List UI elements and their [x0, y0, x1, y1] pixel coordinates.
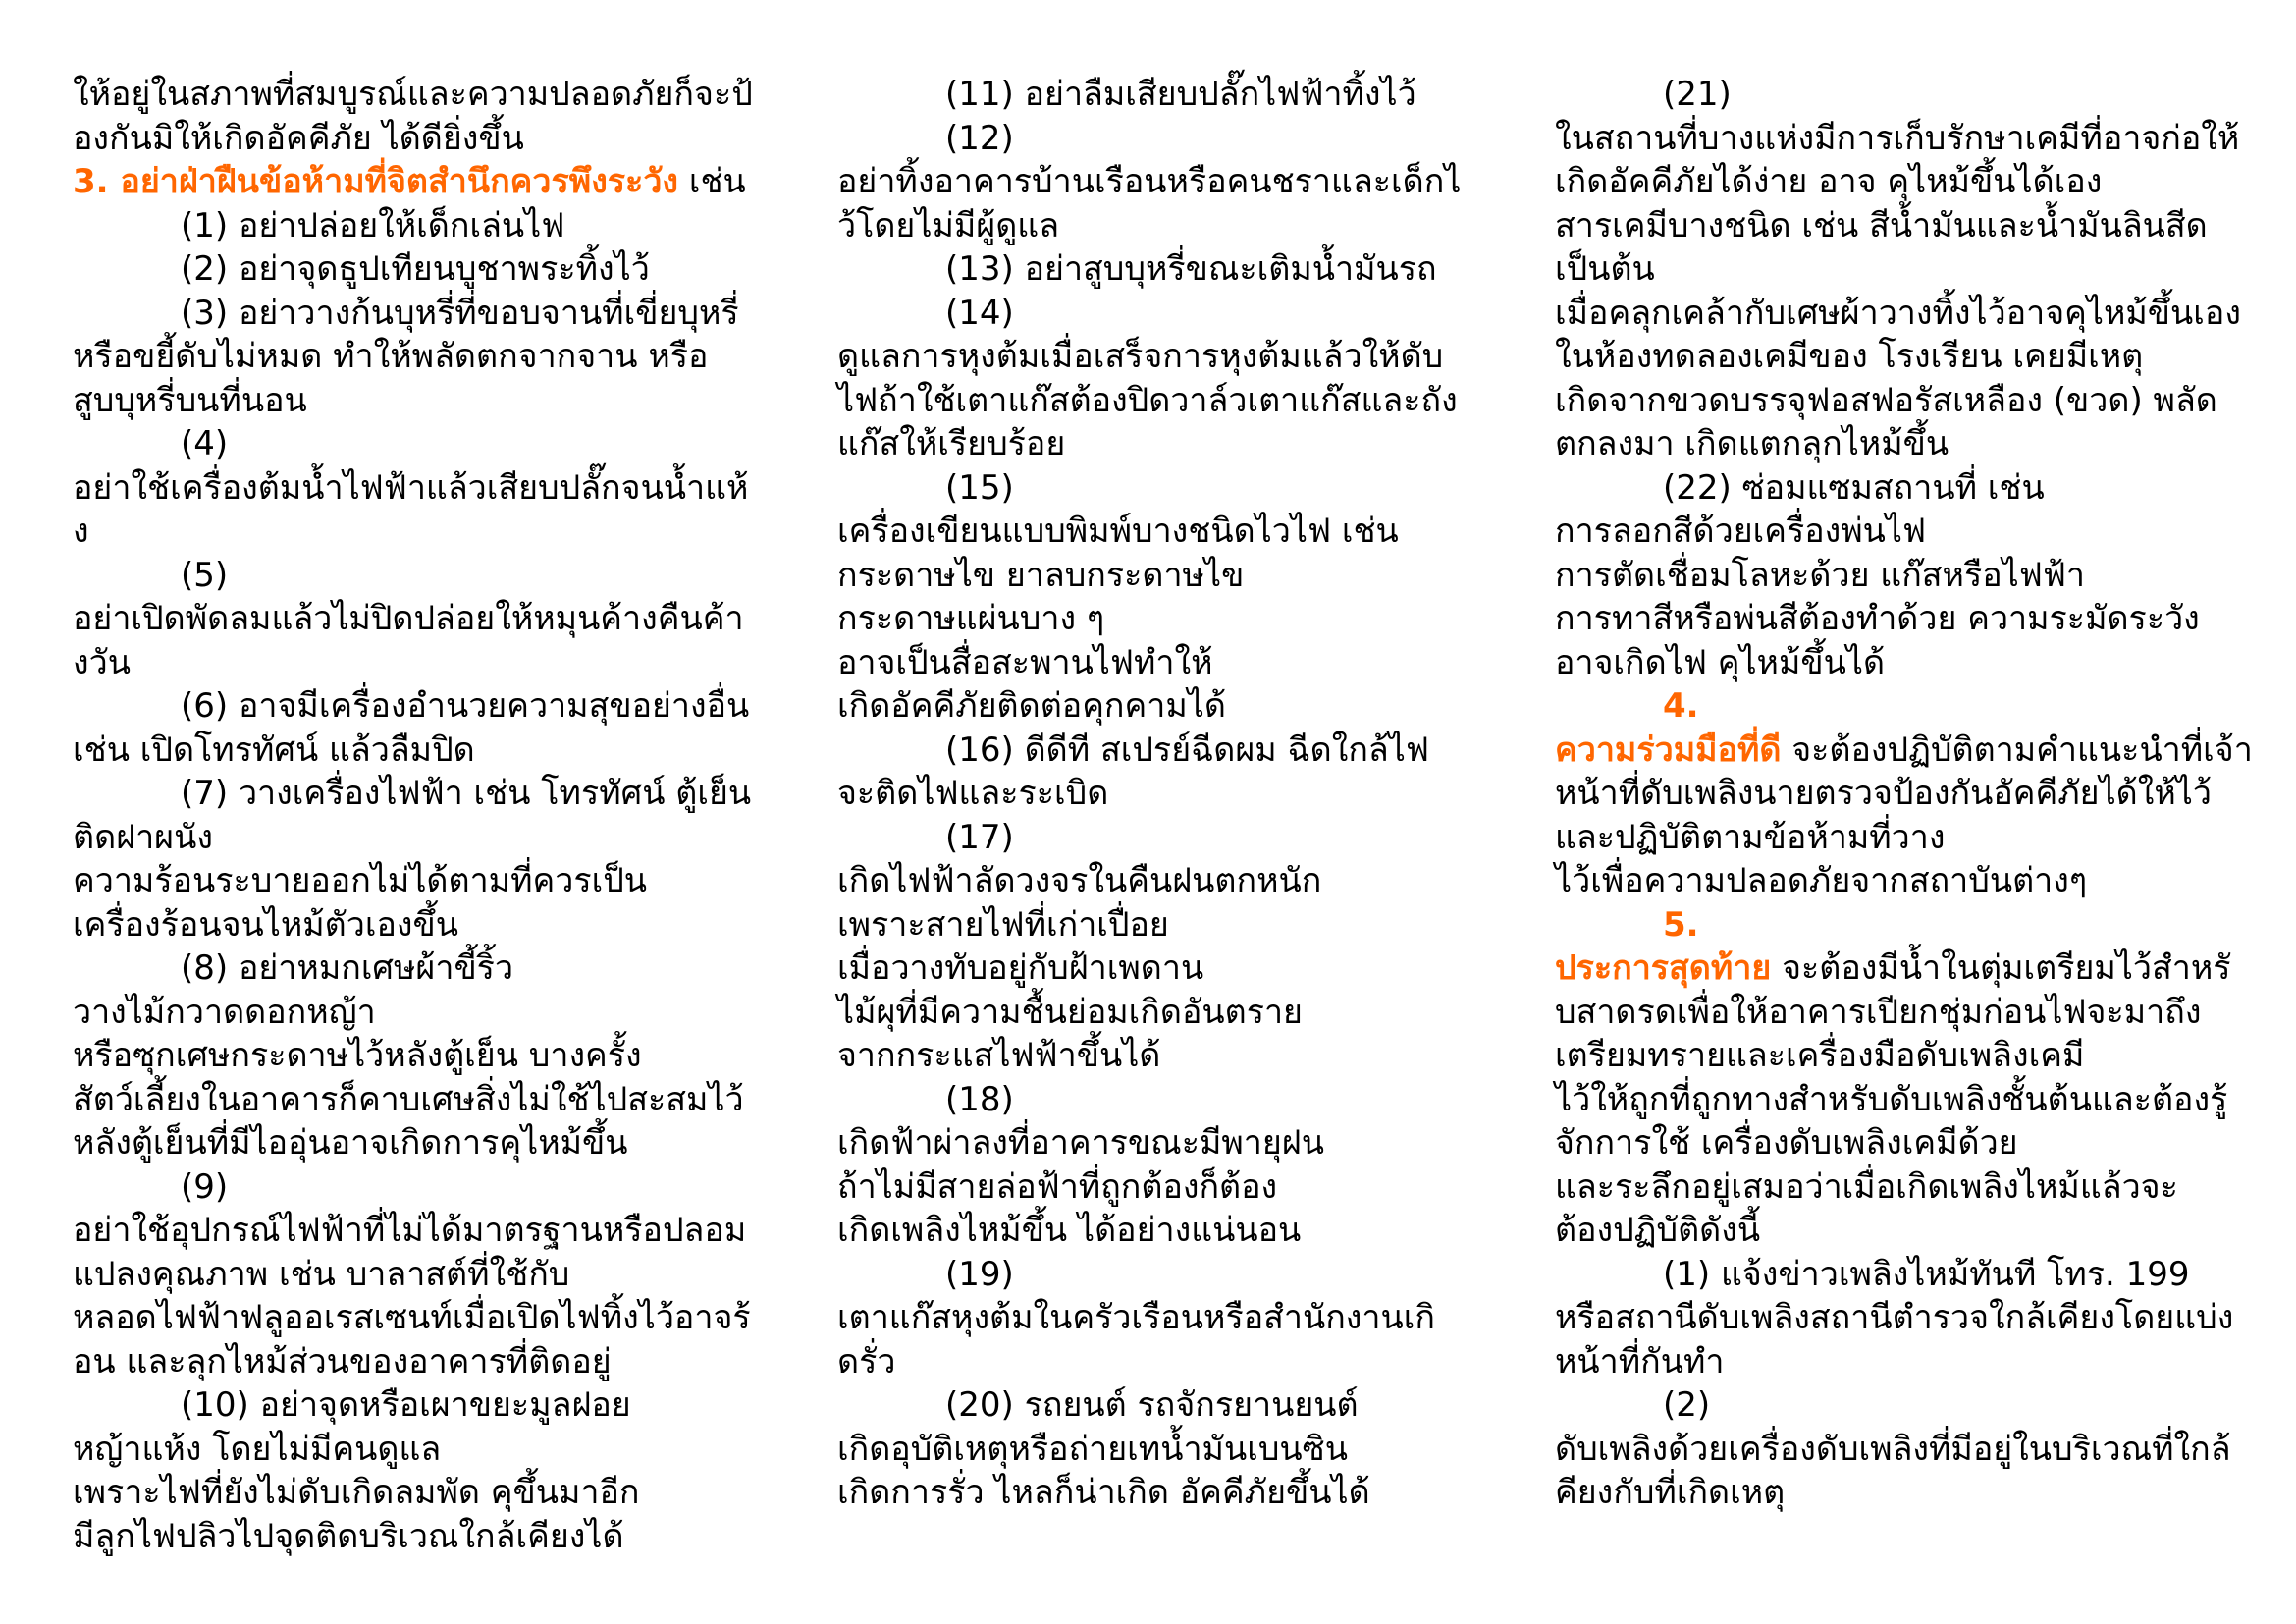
- line-text: ดูแลการหุงต้มเมื่อเสร็จการหุงต้มแล้วให้ดับ: [837, 337, 1444, 376]
- line-text: ติดฝาผนัง: [73, 817, 213, 857]
- line-text: อย่าทิ้งอาคารบ้านเรือนหรือคนชราและเด็กไ: [837, 162, 1462, 201]
- text-line: [1555, 859, 2262, 903]
- line-text: เกิดฟ้าผ่าลงที่อาคารขณะมีพายุฝน: [837, 1123, 1324, 1163]
- text-line: [837, 554, 1544, 598]
- text-line: [837, 729, 1544, 773]
- line-text: อาจเกิดไฟ คุไหม้ขึ้นได้: [1555, 642, 1886, 682]
- text-line: [73, 772, 779, 816]
- text-line: [1555, 991, 2262, 1035]
- line-text: กระดาษไข ยาลบกระดาษไข: [837, 555, 1245, 595]
- text-line: [73, 947, 779, 991]
- text-line: [1555, 903, 2262, 947]
- text-line: [1555, 117, 2262, 161]
- text-line: [73, 729, 779, 773]
- line-text: ตกลงมา เกิดแตกลุกไหม้ขึ้น: [1555, 424, 1949, 463]
- text-line: [73, 335, 779, 379]
- line-text: (1) แจ้งข่าวเพลิงไหม้ทันที โทร. 199: [1663, 1254, 2190, 1294]
- line-text: การตัดเชื่อมโลหะด้วย แก๊สหรือไฟฟ้า: [1555, 555, 2085, 595]
- text-line: [1555, 379, 2262, 423]
- line-text: (14): [945, 293, 1014, 333]
- text-line: [73, 1253, 779, 1297]
- text-line: [837, 1340, 1544, 1384]
- line-text: ให้อยู่ในสภาพที่สมบูรณ์และความปลอดภัยก็จะป้: [73, 75, 753, 114]
- text-line: [837, 422, 1544, 466]
- text-line: [1555, 729, 2262, 773]
- text-line: [73, 1383, 779, 1428]
- line-text: (2): [1663, 1385, 1711, 1425]
- text-line: [837, 947, 1544, 991]
- line-text: กระดาษแผ่นบาง ๆ: [837, 599, 1105, 638]
- line-text: (9): [181, 1166, 229, 1207]
- line-text: อย่าใช้อุปกรณ์ไฟฟ้าที่ไม่ได้มาตรฐานหรือปลอม: [73, 1211, 747, 1250]
- text-line: [1555, 204, 2262, 248]
- line-text: เกิดอุบัติเหตุหรือถ่ายเทน้ำมันเบนซิน: [837, 1429, 1348, 1469]
- text-line: [73, 73, 779, 117]
- text-line: [1555, 1471, 2262, 1515]
- text-line: [837, 641, 1544, 685]
- line-text: สารเคมีบางชนิด เช่น สีน้ำมันและน้ำมันลินสีด: [1555, 205, 2208, 245]
- line-text: คียงกับที่เกิดเหตุ: [1555, 1473, 1786, 1512]
- text-line: [837, 1296, 1544, 1340]
- text-line: [1555, 247, 2262, 292]
- line-text: (10) อย่าจุดหรือเผาขยะมูลฝอย: [181, 1385, 631, 1425]
- line-text: สูบบุหรี่บนที่นอน: [73, 380, 307, 420]
- line-text: หรือซุกเศษกระดาษไว้หลังตู้เย็น บางครั้ง: [73, 1036, 642, 1075]
- line-text: เตาแก๊สหุงต้มในครัวเรือนหรือสำนักงานเกิ: [837, 1298, 1435, 1337]
- text-line: [73, 1165, 779, 1210]
- text-line: [837, 903, 1544, 947]
- text-line: [1555, 947, 2262, 991]
- line-text: (20) รถยนต์ รถจักรยานยนต์: [945, 1385, 1359, 1425]
- line-text: สัตว์เลี้ยงในอาคารก็คาบเศษสิ่งไม่ใช้ไปสะสมไว้: [73, 1079, 744, 1119]
- text-line: [837, 466, 1544, 511]
- line-text: เกิดอัคคีภัยได้ง่าย อาจ คุไหม้ขึ้นได้เอง: [1555, 162, 2103, 201]
- text-line: [73, 597, 779, 641]
- text-line: [73, 1340, 779, 1384]
- text-line: [1555, 1121, 2262, 1165]
- line-text: ถ้าไม่มีสายล่อฟ้าที่ถูกต้องก็ต้อง: [837, 1166, 1278, 1207]
- highlight-heading: 5.: [1663, 904, 1699, 945]
- text-line: [1555, 1078, 2262, 1122]
- line-text: องกันมิให้เกิดอัคคีภัย ได้ดียิ่งขึ้น: [73, 118, 524, 158]
- text-line: [73, 816, 779, 860]
- line-text: จะต้องมีน้ำในตุ่มเตรียมไว้สำหรั: [1771, 948, 2231, 988]
- text-line: [73, 510, 779, 554]
- text-line: [73, 466, 779, 511]
- line-text: (12): [945, 118, 1014, 158]
- text-line: [73, 684, 779, 729]
- text-line: [837, 991, 1544, 1035]
- text-line: [73, 1034, 779, 1078]
- line-text: (18): [945, 1079, 1014, 1119]
- text-line: [1555, 1165, 2262, 1210]
- text-line: [837, 73, 1544, 117]
- line-text: แก๊สให้เรียบร้อย: [837, 424, 1066, 463]
- text-line: [837, 1253, 1544, 1297]
- line-text: (3) อย่าวางก้นบุหรี่ที่ขอบจานที่เขี่ยบุหรี่: [181, 293, 739, 333]
- line-text: เมื่อคลุกเคล้ากับเศษผ้าวางทิ้งไว้อาจคุไหม้ขึ้นเอง: [1555, 293, 2241, 333]
- line-text: ความร้อนระบายออกไม่ได้ตามที่ควรเป็น: [73, 861, 648, 900]
- line-text: หรือขยี้ดับไม่หมด ทำให้พลัดตกจากจาน หรือ: [73, 337, 709, 376]
- text-line: [837, 204, 1544, 248]
- text-line: [73, 991, 779, 1035]
- line-text: อน และลุกไหม้ส่วนของอาคารที่ติดอยู่: [73, 1341, 612, 1381]
- text-line: [837, 1078, 1544, 1122]
- text-line: [837, 1034, 1544, 1078]
- text-line: [837, 1121, 1544, 1165]
- line-text: ต้องปฏิบัติดังนี้: [1555, 1211, 1761, 1250]
- text-line: [73, 160, 779, 204]
- line-text: ไว้ให้ถูกที่ถูกทางสำหรับดับเพลิงชั้นต้นและต้องรู้: [1555, 1079, 2228, 1119]
- text-line: [1555, 160, 2262, 204]
- text-line: [1555, 772, 2262, 816]
- line-text: เช่น เปิดโทรทัศน์ แล้วลืมปิด: [73, 730, 475, 770]
- text-line: [1555, 1428, 2262, 1472]
- line-text: (7) วางเครื่องไฟฟ้า เช่น โทรทัศน์ ตู้เย็น: [181, 774, 752, 813]
- text-line: [837, 1165, 1544, 1210]
- line-text: (11) อย่าลืมเสียบปลั๊กไฟฟ้าทิ้งไว้: [945, 75, 1416, 114]
- text-line: [837, 684, 1544, 729]
- text-line: [837, 292, 1544, 336]
- highlight-heading: ประการสุดท้าย: [1555, 948, 1772, 988]
- text-line: [73, 422, 779, 466]
- line-text: เตรียมทรายและเครื่องมือดับเพลิงเคมี: [1555, 1036, 2085, 1075]
- text-line: [1555, 73, 2262, 117]
- line-text: (5): [181, 555, 229, 595]
- line-text: ดรั่ว: [837, 1341, 896, 1381]
- text-line: [1555, 335, 2262, 379]
- line-text: (8) อย่าหมกเศษผ้าขี้ริ้ว: [181, 948, 514, 988]
- text-line: [837, 1471, 1544, 1515]
- line-text: (16) ดีดีที สเปรย์ฉีดผม ฉีดใกล้ไฟ: [945, 730, 1429, 770]
- line-text: อาจเป็นสื่อสะพานไฟทำให้: [837, 642, 1213, 682]
- line-text: ในห้องทดลองเคมีของ โรงเรียน เคยมีเหตุ: [1555, 337, 2144, 376]
- text-line: [73, 1078, 779, 1122]
- line-text: การทาสีหรือพ่นสีต้องทำด้วย ความระมัดระวัง: [1555, 599, 2200, 638]
- line-text: งวัน: [73, 642, 131, 682]
- line-text: (4): [181, 424, 229, 463]
- text-line: [1555, 684, 2262, 729]
- text-line: [73, 1515, 779, 1559]
- line-text: บสาดรดเพื่อให้อาคารเปียกชุ่มก่อนไฟจะมาถึง: [1555, 992, 2202, 1032]
- line-text: ไม้ผุที่มีความชื้นย่อมเกิดอันตราย: [837, 992, 1303, 1032]
- line-text: วางไม้กวาดดอกหญ้า: [73, 992, 376, 1032]
- text-line: [837, 379, 1544, 423]
- text-line: [73, 1428, 779, 1472]
- line-text: เช่น: [678, 162, 746, 201]
- text-line: [1555, 1209, 2262, 1253]
- text-line: [837, 816, 1544, 860]
- line-text: เพราะไฟที่ยังไม่ดับเกิดลมพัด คุขึ้นมาอีก: [73, 1473, 640, 1512]
- line-text: ง: [73, 512, 89, 551]
- text-line: [1555, 554, 2262, 598]
- line-text: ไฟถ้าใช้เตาแก๊สต้องปิดวาล์วเตาแก๊สและถัง: [837, 380, 1458, 420]
- line-text: อย่าใช้เครื่องต้มน้ำไฟฟ้าแล้วเสียบปลั๊กจนน้ำแห้: [73, 467, 749, 508]
- line-text: เครื่องเขียนแบบพิมพ์บางชนิดไวไฟ เช่น: [837, 512, 1399, 551]
- line-text: เป็นต้น: [1555, 249, 1655, 289]
- line-text: เกิดจากขวดบรรจุฟอสฟอรัสเหลือง (ขวด) พลัด: [1555, 380, 2217, 420]
- line-text: ว้โดยไม่มีผู้ดูแล: [837, 205, 1060, 245]
- line-text: หน้าที่ดับเพลิงนายตรวจป้องกันอัคคีภัยได้ให้ไว้: [1555, 774, 2212, 813]
- text-line: [837, 597, 1544, 641]
- line-text: เกิดไฟฟ้าลัดวงจรในคืนฝนตกหนัก: [837, 861, 1322, 900]
- line-text: (19): [945, 1254, 1014, 1294]
- text-line: [73, 1471, 779, 1515]
- text-line: [1555, 1034, 2262, 1078]
- line-text: (13) อย่าสูบบุหรี่ขณะเติมน้ำมันรถ: [945, 249, 1437, 289]
- line-text: เพราะสายไฟที่เก่าเปื่อย: [837, 904, 1169, 945]
- line-text: เกิดเพลิงไหม้ขึ้น ได้อย่างแน่นอน: [837, 1211, 1302, 1250]
- highlight-heading: 3. อย่าฝ่าฝืนข้อห้ามที่จิตสำนึกควรพึงระวัง: [73, 162, 679, 201]
- text-line: [1555, 422, 2262, 466]
- line-text: หน้าที่กันทำ: [1555, 1341, 1725, 1381]
- text-line: [73, 247, 779, 292]
- text-line: [73, 1121, 779, 1165]
- text-line: [73, 903, 779, 947]
- text-line: [1555, 816, 2262, 860]
- text-line: [73, 292, 779, 336]
- text-line: [1555, 597, 2262, 641]
- line-text: แปลงคุณภาพ เช่น บาลาสต์ที่ใช้กับ: [73, 1254, 570, 1294]
- text-line: [1555, 1253, 2262, 1297]
- line-text: หรือสถานีดับเพลิงสถานีตำรวจใกล้เคียงโดยแบ่ง: [1555, 1298, 2234, 1337]
- highlight-heading: ความร่วมมือที่ดี: [1555, 730, 1782, 770]
- highlight-heading: 4.: [1663, 686, 1699, 726]
- line-text: เกิดอัคคีภัยติดต่อคุกคามได้: [837, 686, 1226, 726]
- line-text: และระลึกอยู่เสมอว่าเมื่อเกิดเพลิงไหม้แล้วจะ: [1555, 1166, 2178, 1207]
- line-text: และปฏิบัติตามข้อห้ามที่วาง: [1555, 817, 1946, 857]
- text-column-2: [837, 73, 1544, 1515]
- line-text: (1) อย่าปล่อยให้เด็กเล่นไฟ: [181, 205, 565, 245]
- text-line: [837, 1383, 1544, 1428]
- line-text: หญ้าแห้ง โดยไม่มีคนดูแล: [73, 1429, 442, 1469]
- text-line: [73, 117, 779, 161]
- text-column-1: [73, 73, 779, 1558]
- text-column-3: [1555, 73, 2262, 1515]
- text-line: [1555, 510, 2262, 554]
- line-text: หลังตู้เย็นที่มีไออุ่นอาจเกิดการคุไหม้ขึ้น: [73, 1123, 628, 1163]
- line-text: จะต้องปฏิบัติตามคำแนะนำที่เจ้า: [1781, 730, 2253, 770]
- line-text: เมื่อวางทับอยู่กับฝ้าเพดาน: [837, 948, 1204, 988]
- line-text: (6) อาจมีเครื่องอำนวยความสุขอย่างอื่น: [181, 686, 750, 726]
- text-line: [1555, 1296, 2262, 1340]
- line-text: หลอดไฟฟ้าฟลูออเรสเซนท์เมื่อเปิดไฟทิ้งไว้อาจร้: [73, 1298, 751, 1337]
- text-line: [837, 1209, 1544, 1253]
- text-line: [73, 859, 779, 903]
- line-text: (21): [1663, 75, 1732, 114]
- text-line: [73, 641, 779, 685]
- text-line: [837, 772, 1544, 816]
- line-text: เกิดการรั่ว ไหลก็น่าเกิด อัคคีภัยขึ้นได้: [837, 1473, 1370, 1512]
- line-text: ดับเพลิงด้วยเครื่องดับเพลิงที่มีอยู่ในบริเวณที่ใกล้: [1555, 1429, 2231, 1469]
- text-line: [1555, 292, 2262, 336]
- line-text: (2) อย่าจุดธูปเทียนบูชาพระทิ้งไว้: [181, 249, 650, 289]
- line-text: เครื่องร้อนจนไหม้ตัวเองขึ้น: [73, 904, 458, 945]
- text-line: [837, 160, 1544, 204]
- line-text: จักการใช้ เครื่องดับเพลิงเคมีด้วย: [1555, 1123, 2018, 1163]
- text-line: [73, 379, 779, 423]
- line-text: (17): [945, 817, 1014, 857]
- line-text: (22) ซ่อมแซมสถานที่ เช่น: [1663, 467, 2045, 508]
- text-line: [837, 335, 1544, 379]
- text-line: [1555, 1383, 2262, 1428]
- text-line: [837, 510, 1544, 554]
- line-text: มีลูกไฟปลิวไปจุดติดบริเวณใกล้เคียงได้: [73, 1516, 624, 1556]
- line-text: ในสถานที่บางแห่งมีการเก็บรักษาเคมีที่อาจก่อให้: [1555, 118, 2240, 158]
- text-line: [73, 204, 779, 248]
- text-line: [837, 1428, 1544, 1472]
- text-line: [1555, 641, 2262, 685]
- text-line: [1555, 466, 2262, 511]
- line-text: ไว้เพื่อความปลอดภัยจากสถาบันต่างๆ: [1555, 861, 2088, 900]
- text-line: [837, 117, 1544, 161]
- text-line: [73, 1296, 779, 1340]
- text-line: [1555, 1340, 2262, 1384]
- line-text: จากกระแสไฟฟ้าขึ้นได้: [837, 1036, 1161, 1075]
- text-line: [73, 554, 779, 598]
- text-line: [837, 859, 1544, 903]
- line-text: อย่าเปิดพัดลมแล้วไม่ปิดปล่อยให้หมุนค้างคืนค้า: [73, 599, 744, 638]
- text-line: [837, 247, 1544, 292]
- line-text: (15): [945, 467, 1014, 508]
- line-text: การลอกสีด้วยเครื่องพ่นไฟ: [1555, 512, 1927, 551]
- line-text: จะติดไฟและระเบิด: [837, 774, 1109, 813]
- text-line: [73, 1209, 779, 1253]
